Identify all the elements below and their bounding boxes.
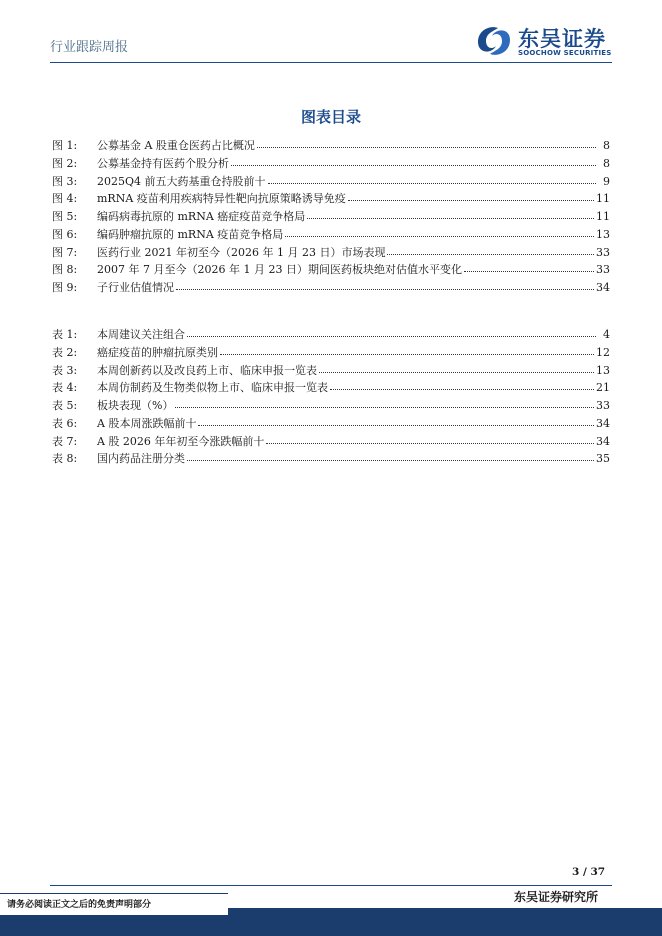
entry-page: 12 — [596, 345, 610, 359]
entry-title: 本周建议关注组合 — [97, 328, 185, 341]
dot-leader — [268, 171, 596, 184]
entry-title: 编码病毒抗原的 mRNA 癌症疫苗竞争格局 — [97, 210, 306, 223]
toc-entry-table-5[interactable] — [52, 396, 610, 414]
dot-leader — [176, 277, 594, 290]
figure-list — [52, 136, 610, 296]
toc-entry-figure-7[interactable] — [52, 243, 610, 261]
entry-number: 图 1: — [52, 139, 78, 152]
entry-title: 编码肿瘤抗原的 mRNA 疫苗竞争格局 — [97, 227, 284, 241]
dot-leader — [231, 153, 596, 166]
toc-entry-figure-9[interactable] — [52, 278, 610, 296]
entry-title: 2007 年 7 月至今（2026 年 1 月 23 日）期间医药板块绝对估值水平变化 — [97, 263, 462, 277]
dot-leader — [464, 259, 594, 272]
brand-name-en: SOOCHOW SECURITIES — [518, 49, 612, 57]
entry-number: 表 8: — [52, 452, 78, 466]
toc-entry-table-4[interactable] — [52, 378, 610, 396]
entry-number: 图 6: — [52, 227, 78, 241]
entry-number: 图 4: — [52, 192, 78, 206]
toc-entry-table-7[interactable] — [52, 432, 610, 450]
entry-title: 本周创新药以及改良药上市、临床申报一览表 — [97, 363, 317, 377]
entry-number: 图 8: — [52, 263, 78, 277]
entry-number: 图 3: — [52, 174, 78, 188]
dot-leader — [285, 224, 594, 237]
dot-leader — [348, 188, 594, 201]
entry-page: 33 — [596, 263, 610, 277]
entry-page: 8 — [603, 139, 610, 152]
entry-title: 国内药品注册分类 — [97, 452, 185, 466]
toc-entry-figure-8[interactable] — [52, 260, 610, 278]
dot-leader — [198, 413, 594, 426]
toc-entry-table-2[interactable] — [52, 343, 610, 361]
toc-entry-table-6[interactable] — [52, 414, 610, 432]
entry-title: A 股本周涨跌幅前十 — [97, 416, 197, 430]
entry-page: 34 — [596, 281, 610, 294]
entry-page: 33 — [596, 399, 610, 412]
table-list — [52, 325, 610, 467]
entry-page: 4 — [603, 328, 610, 341]
brand-logo — [474, 22, 624, 62]
entry-number: 表 3: — [52, 363, 78, 377]
footer-brand: 东吴证券研究所 — [514, 890, 599, 904]
entry-page: 34 — [596, 434, 610, 448]
entry-number: 表 6: — [52, 416, 78, 430]
report-type-label: 行业跟踪周报 — [50, 40, 129, 55]
entry-page: 13 — [596, 363, 610, 377]
entry-page: 34 — [596, 416, 610, 430]
dot-leader — [319, 360, 594, 373]
entry-number: 图 5: — [52, 210, 78, 223]
disclaimer-notice: 请务必阅读正文之后的免责声明部分 — [0, 893, 228, 915]
entry-number: 表 4: — [52, 381, 78, 395]
entry-page: 11 — [596, 192, 610, 206]
toc-entry-table-8[interactable] — [52, 449, 610, 467]
toc-entry-table-1[interactable] — [52, 325, 610, 343]
entry-number: 表 2: — [52, 345, 78, 359]
entry-title: 公募基金 A 股重仓医药占比概况 — [97, 139, 255, 152]
entry-number: 表 5: — [52, 399, 78, 412]
entry-page: 13 — [596, 227, 610, 241]
toc-entry-figure-3[interactable] — [52, 172, 610, 190]
entry-title: 癌症疫苗的肿瘤抗原类别 — [97, 345, 218, 359]
header-divider — [50, 62, 612, 63]
entry-title: mRNA 疫苗利用疾病特异性靶向抗原策略诱导免疫 — [97, 192, 346, 206]
dot-leader — [175, 395, 594, 408]
dot-leader — [307, 206, 594, 219]
dot-leader — [187, 448, 594, 461]
dot-leader — [220, 342, 594, 355]
toc-entry-figure-5[interactable] — [52, 207, 610, 225]
entry-number: 图 2: — [52, 156, 78, 170]
entry-page: 35 — [596, 452, 610, 466]
entry-title: 医药行业 2021 年初至今（2026 年 1 月 23 日）市场表现 — [97, 245, 386, 259]
entry-page: 8 — [603, 156, 610, 170]
dot-leader — [330, 377, 594, 390]
dot-leader — [257, 135, 596, 148]
toc-entry-figure-4[interactable] — [52, 189, 610, 207]
entry-title: 2025Q4 前五大药基重仓持股前十 — [97, 174, 266, 188]
toc-entry-figure-6[interactable] — [52, 225, 610, 243]
entry-page: 11 — [596, 210, 610, 223]
entry-page: 21 — [596, 381, 610, 395]
footer-divider — [50, 885, 612, 886]
entry-number: 表 1: — [52, 328, 78, 341]
toc-entry-figure-1[interactable] — [52, 136, 610, 154]
brand-name: 东吴证券 — [518, 27, 606, 51]
entry-number: 图 9: — [52, 281, 78, 294]
entry-title: 子行业估值情况 — [97, 281, 174, 294]
page-number: 3 / 37 — [572, 866, 606, 878]
toc-entry-table-3[interactable] — [52, 361, 610, 379]
entry-title: 本周仿制药及生物类似物上市、临床申报一览表 — [97, 381, 328, 395]
toc-entry-figure-2[interactable] — [52, 154, 610, 172]
dot-leader — [266, 431, 594, 444]
dot-leader — [187, 324, 596, 337]
entry-title: 板块表现（%） — [97, 399, 174, 412]
entry-number: 图 7: — [52, 245, 78, 259]
soochow-logo-icon — [474, 22, 514, 60]
entry-title: 公募基金持有医药个股分析 — [97, 156, 229, 170]
entry-number: 表 7: — [52, 434, 78, 448]
entry-page: 9 — [603, 174, 610, 188]
entry-page: 33 — [596, 245, 610, 259]
dot-leader — [387, 242, 594, 255]
entry-title: A 股 2026 年年初至今涨跌幅前十 — [97, 434, 265, 448]
toc-title: 图表目录 — [300, 108, 361, 126]
